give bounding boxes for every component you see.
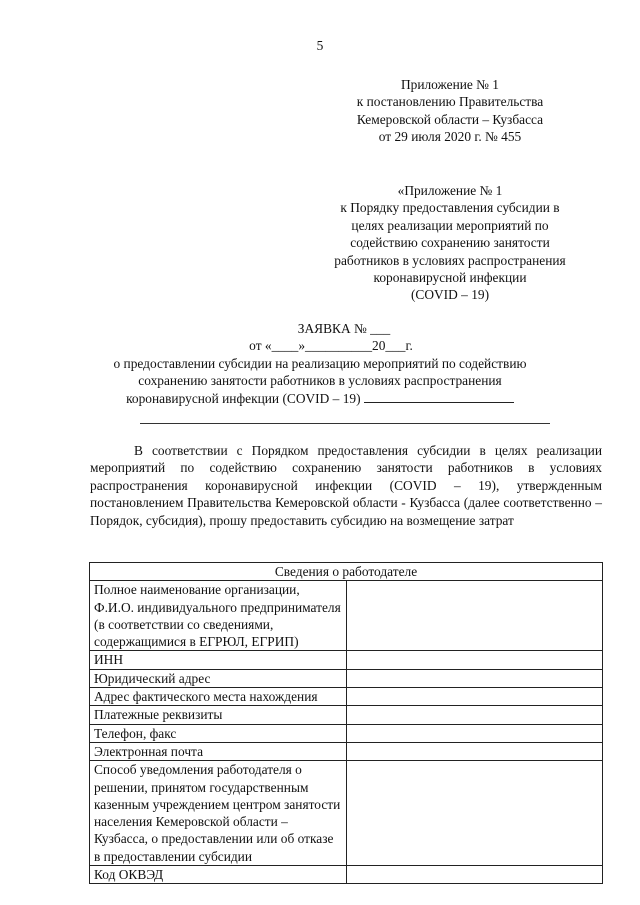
appendix-order-line: целях реализации мероприятий по (351, 217, 549, 233)
row-label: Полное наименование организации, Ф.И.О. индивидуального предпринимателя (в соответствии со сведениями, содержащимися в ЕГРЮЛ, ЕГРИП) (90, 581, 347, 651)
row-label: Телефон, факс (90, 724, 347, 742)
appendix-order-line: работников в условиях распространения (334, 252, 566, 268)
application-subject-line: сохранению занятости работников в условиях распространения (138, 373, 502, 389)
row-label: ИНН (90, 651, 347, 669)
appendix-order-line: содействию сохранению занятости (350, 235, 550, 251)
appendix-order-line: (COVID – 19) (410, 287, 490, 303)
table-row (90, 742, 603, 760)
appendix-order-block (300, 182, 600, 304)
row-value-field[interactable] (346, 724, 603, 742)
appendix-order-line: коронавирусной инфекции (373, 270, 527, 286)
application-subject-line: о предоставлении субсидии на реализацию мероприятий по содействию (113, 355, 527, 371)
table-row (90, 669, 603, 687)
appendix-main-line: Приложение № 1 (400, 77, 500, 92)
row-value-field[interactable] (346, 866, 603, 884)
row-label: Способ уведомления работодателя о решении, принятом государственным казенным учреждением центром занятости населения Кемеровской области – Кузбасса, о предоставлении или об отказе в предоставлении субсидии (90, 761, 347, 866)
employer-info-table (89, 562, 603, 884)
application-date-line: от «____»__________20___г. (249, 338, 413, 354)
application-subject-line (0, 390, 640, 407)
row-value-field[interactable] (346, 761, 603, 866)
table-row (90, 581, 603, 651)
appendix-order-line: «Приложение № 1 (397, 183, 503, 198)
page-number: 5 (316, 38, 324, 53)
row-label: Адрес фактического места нахождения (90, 688, 347, 706)
application-subject-text: коронавирусной инфекции (COVID – 19) (126, 390, 361, 406)
subject-fill-line[interactable] (364, 390, 514, 403)
table-row (90, 724, 603, 742)
table-header: Сведения о работодателе (90, 563, 603, 581)
table-row (90, 688, 603, 706)
application-title-block (0, 320, 640, 407)
appendix-main-line: к постановлению Правительства (356, 94, 544, 110)
table-row (90, 761, 603, 866)
appendix-main-line: от 29 июля 2020 г. № 455 (378, 129, 522, 145)
subject-continuation-line[interactable] (140, 423, 550, 424)
row-value-field[interactable] (346, 688, 603, 706)
appendix-order-line: к Порядку предоставления субсидии в (340, 200, 560, 216)
application-title: ЗАЯВКА № ___ (297, 321, 391, 336)
row-value-field[interactable] (346, 706, 603, 724)
row-label: Юридический адрес (90, 669, 347, 687)
row-value-field[interactable] (346, 651, 603, 669)
body-text: В соответствии с Порядком предоставления субсидии в целях реализации мероприятий по содействию сохранению занятости работников в условиях распространения коронавирусной инфекции (COVID – 19), утвержденным постановлением Правительства Кемеровской области - Кузбасса (далее соответственно – Порядок, субсидия), прошу предоставить субсидию на возмещение затрат (90, 443, 602, 528)
body-paragraph (90, 442, 602, 529)
row-label: Платежные реквизиты (90, 706, 347, 724)
row-value-field[interactable] (346, 742, 603, 760)
row-label: Электронная почта (90, 742, 347, 760)
table-row (90, 651, 603, 669)
row-value-field[interactable] (346, 581, 603, 651)
table-row (90, 866, 603, 884)
appendix-main-line: Кемеровской области – Кузбасса (356, 111, 544, 127)
row-label: Код ОКВЭД (90, 866, 347, 884)
appendix-main-block (300, 76, 600, 146)
table-row (90, 706, 603, 724)
table-header-row (90, 563, 603, 581)
row-value-field[interactable] (346, 669, 603, 687)
